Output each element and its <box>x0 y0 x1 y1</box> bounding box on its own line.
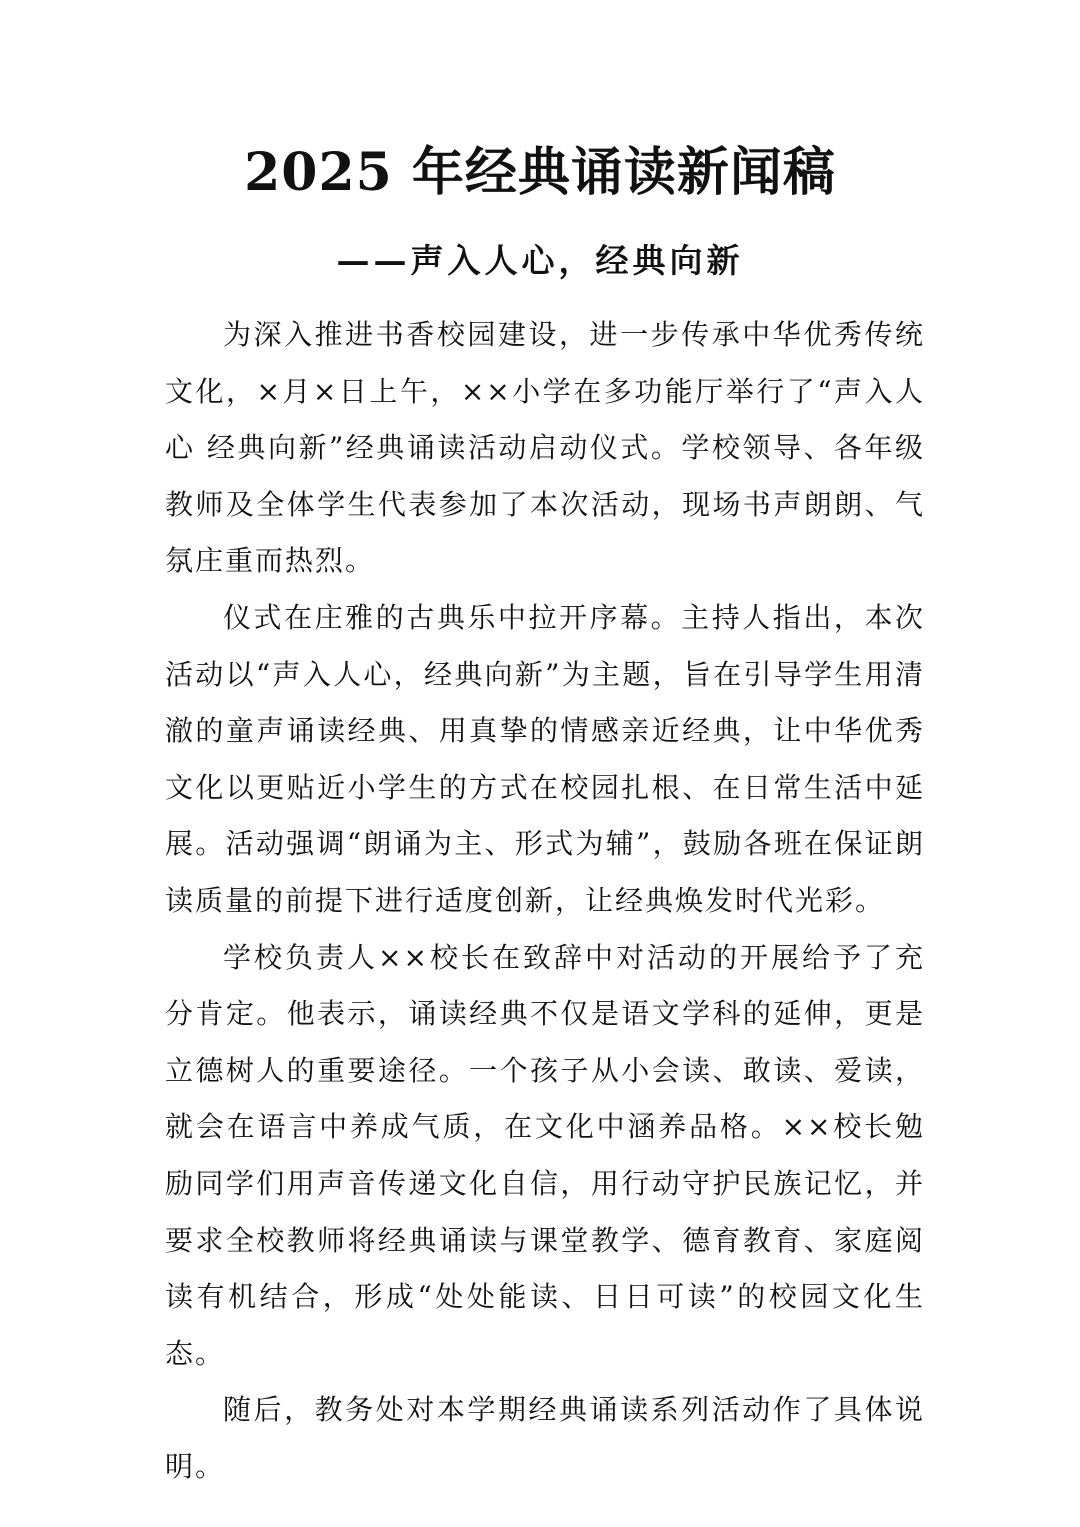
paragraph-ceremony: 仪式在庄雅的古典乐中拉开序幕。主持人指出，本次活动以“声入人心，经典向新”为主题，旨在引导学生用清澈的童声诵读经典、用真挚的情感亲近经典，让中华优秀文化以更贴近小学生的方式在校园扎根、在日常生活中延展。活动强调“朗诵为主、形式为辅”，鼓励各班在保证朗读质量的前提下进行适度创新，让经典焕发时代光彩。 <box>165 600 925 917</box>
paragraph-principal-speech: 学校负责人××校长在致辞中对活动的开展给予了充分肯定。他表示，诵读经典不仅是语文学科的延伸，更是立德树人的重要途径。一个孩子从小会读、敢读、爱读，就会在语言中养成气质，在文化中涵养品格。××校长勉励同学们用声音传递文化自信，用行动守护民族记忆，并要求全校教师将经典诵读与课堂教学、德育教育、家庭阅读有机结合，形成“处处能读、日日可读”的校园文化生态。 <box>165 940 925 1370</box>
article-body <box>165 307 925 1495</box>
document-subtitle: ——声入人心，经典向新 <box>336 241 744 280</box>
paragraph-intro: 为深入推进书香校园建设，进一步传承中华优秀传统文化，×月×日上午，××小学在多功能厅举行了“声入人心 经典向新”经典诵读活动启动仪式。学校领导、各年级教师及全体学生代表参加了本次活动，现场书声朗朗、气氛庄重而热烈。 <box>165 318 925 578</box>
document-title: 2025 年经典诵读新闻稿 <box>244 142 836 203</box>
paragraph-academic-affairs: 随后，教务处对本学期经典诵读系列活动作了具体说明。 <box>165 1393 925 1483</box>
